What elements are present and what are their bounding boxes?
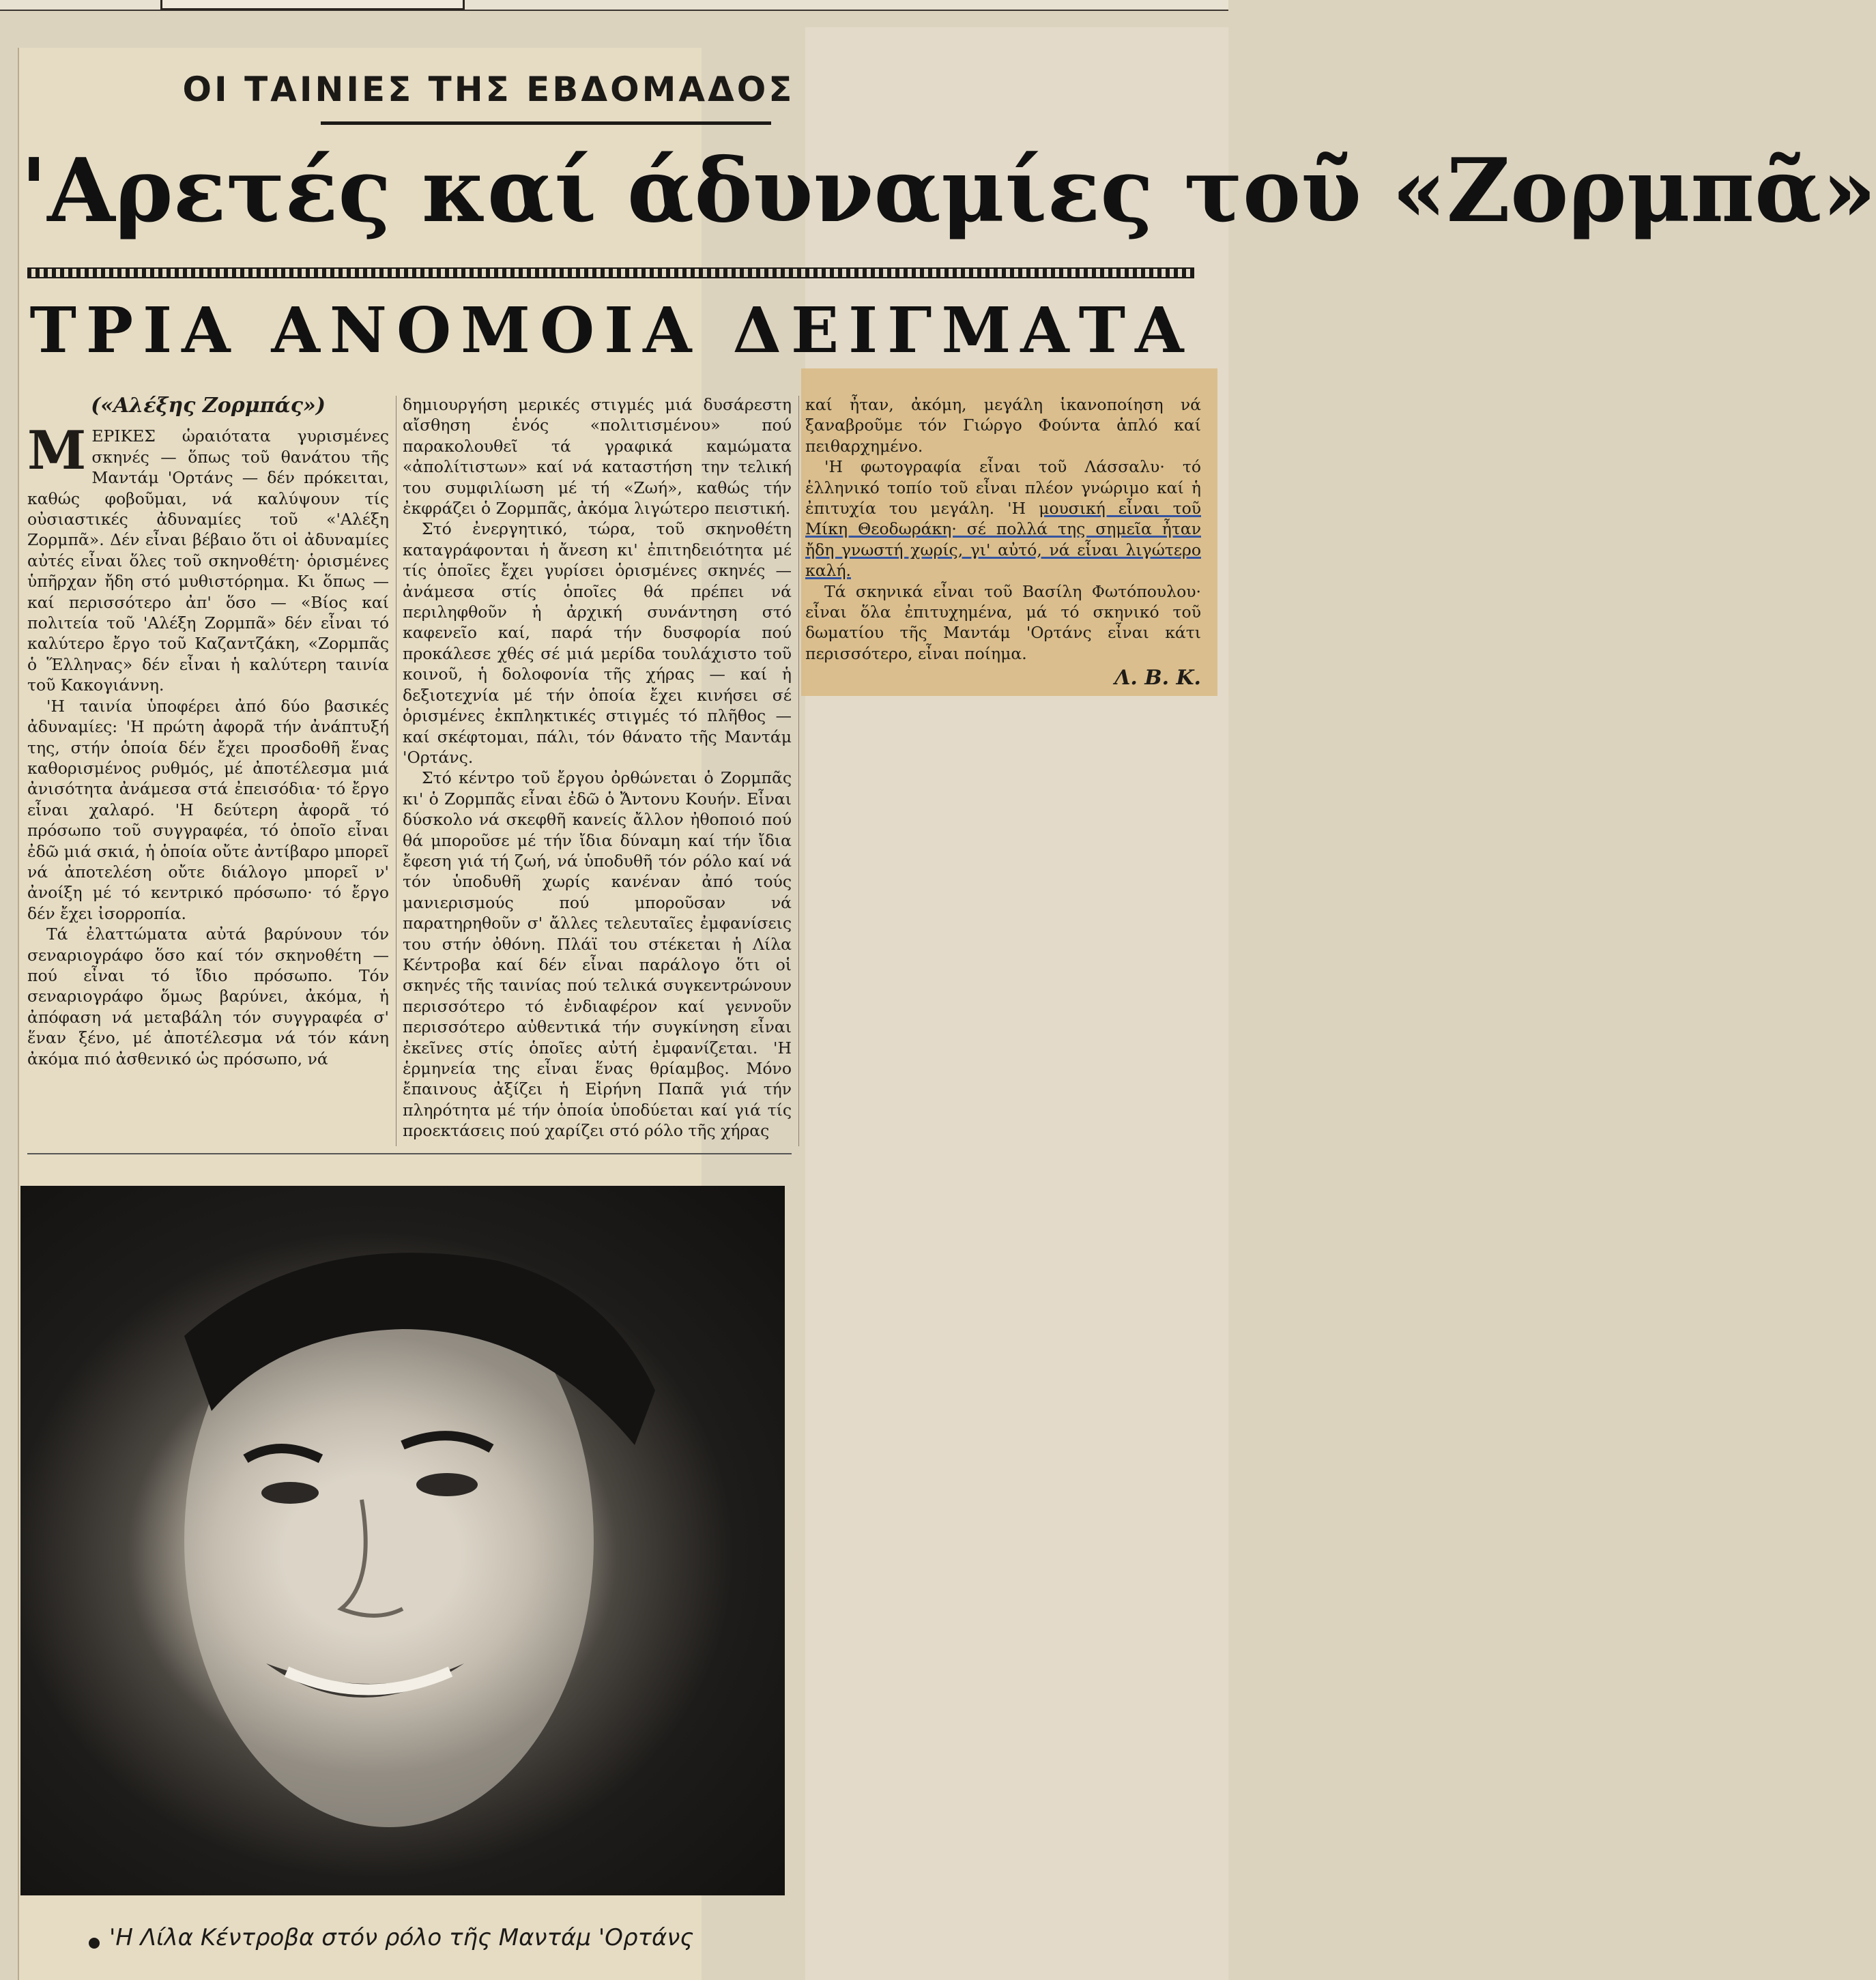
author-signature: Λ. Β. Κ. [1114,666,1201,690]
headline: 'Αρετές καί άδυναμίες τοῦ «Ζορμπᾶ» [20,140,1876,242]
portrait-photo [20,1186,785,1895]
kicker-rule [321,121,771,125]
paragraph: δημιουργήση μερικές στιγμές μιά δυσάρεστη αἴσθηση ἑνός «πολιτισμένου» πού παρακολουθεῖ τά γραφικά καμώματα «ἀπολίτιστων» καί νά καταστήση την τελική του συμφιλίωση μέ τή «Ζωή», καθώς τήν ἐκφράζει ὁ Ζορμπᾶς, ἀκόμα λιγώτερο πειστική. [403,395,792,519]
article-column-1 [27,396,389,1069]
eye-left [261,1482,319,1504]
paragraph: καί ἦταν, ἀκόμη, μεγάλη ἱκανοποίηση νά ξαναβροῦμε τόν Γιώργο Φούντα ἁπλό καί πειθαρχημένο. [805,395,1201,456]
paragraph [805,456,1201,581]
article-column-3 [805,394,1201,689]
paragraph: 'Η ταινία ὑποφέρει ἀπό δύο βασικές ἀδυναμίες: 'Η πρώτη ἀφορᾶ τήν ἀνάπτυξή της, στήν ὁποία δέν ἔχει προσδοθῆ ἕνας καθορισμένος ρυθμός, μέ ἀποτέλεσμα μιά ἀνισότητα ἀνάμεσα στά ἐπεισόδια· τό ἔργο εἶναι χαλαρό. 'Η δεύτερη ἀφορᾶ τό πρόσωπο τοῦ συγγραφέα, τό ὁποῖο εἶναι ἐδῶ μιά σκιά, ἡ ὁποία οὔτε ἀντίβαρο μπορεῖ νά ἀποτελέση οὔτε διάλογο μπορεῖ ν' ἀνοίξη μέ τό κεντρικό πρόσωπο· τό ἔργο δέν ἔχει ἰσορροπία. [27,696,389,923]
paragraph: Τά ἐλαττώματα αὐτά βαρύνουν τόν σεναριογράφο ὅσο καί τόν σκηνοθέτη — πού εἶναι τό ἴδιο πρόσωπο. Τόν σεναριογράφο ὅμως βαρύνει, ἀκόμα, ἡ ἀπόφαση νά μεταβάλη τόν συγγραφέα σ' ἕναν ξένο, μέ ἀποτέλεσμα νά τόν κάνη ἀκόμα πιό ἀσθενικό ὡς πρόσωπο, νά [27,925,389,1068]
paragraph [27,420,389,695]
pen-underlined-text: μουσική εἶναι τοῦ Μίκη Θεοδωράκη· σέ πολλά της σημεῖα ἦταν ἤδη γνωστή χωρίς, γι' αὐτό, νά εἶναι λιγώτερο καλή. [805,499,1201,581]
portrait-illustration [20,1186,785,1895]
subheadline: ΤΡΙΑ ΑΝΟΜΟΙΑ ΔΕΙΓΜΑΤΑ [29,293,1194,367]
drop-cap: Μ [27,420,87,482]
kicker-heading: ΟΙ ΤΑΙΝΙΕΣ ΤΗΣ ΕΒΔΟΜΑΔΟΣ [182,70,795,109]
eye-right [416,1473,478,1496]
decorative-rule [27,267,1194,278]
paragraph: Στό κέντρο τοῦ ἔργου ὀρθώνεται ὁ Ζορμπᾶς κι' ὁ Ζορμπᾶς εἶναι ἐδῶ ὁ Ἄντονυ Κουήν. Εἶναι δύσκολο νά σκεφθῆ κανείς ἄλλον ἠθοποιό πού θά μποροῦσε μέ τήν ἴδια δύναμη καί τήν ἴδια ἔφεση γιά τή ζωή, νά ὑποδυθῆ τόν ρόλο καί νά τόν ὑποδυθῆ χωρίς κανέναν ἀπό τούς μανιερισμούς πού μποροῦσαν νά παρατηρηθοῦν σ' ἄλλες τελευταῖες ἐμφανίσεις του στήν ὀθόνη. Πλάϊ του στέκεται ἡ Λίλα Κέντροβα καί δέν εἶναι παράλογο ὅτι οἱ σκηνές τῆς ταινίας πού τελικά συγκεντρώνουν περισσότερο τό ἐνδιαφέρον καί γεννοῦν περισσότερο αὐθεντικά τήν συγκίνηση εἶναι ἐκεῖνες στίς ὁποῖες αὐτή ἐμφανίζεται. 'Η ἑρμηνεία της εἶναι ἕνας θρίαμβος. Μόνο ἔπαινους ἀξίζει ἡ Εἰρήνη Παπᾶ γιά τήν πληρότητα μέ τήν ὁποία ὑποδύεται καί γιά τίς προεκτάσεις πού χαρίζει στό ρόλο τῆς χήρας [403,768,792,1141]
paragraph: Τά σκηνικά εἶναι τοῦ Βασίλη Φωτόπουλου· εἶναι ὅλα ἐπιτυχημένα, μά τό σκηνικό τοῦ δωματίου τῆς Μαντάμ 'Ορτάνς εἶναι κάτι περισσότερο, εἶναι ποίημα. [805,581,1201,663]
photo-caption: 'Η Λίλα Κέντροβα στόν ρόλο τῆς Μαντάμ 'Ορτάνς [109,1924,694,1951]
paragraph-text: 'Η φωτογραφία εἶναι τοῦ Λάσσαλυ· τό ἑλληνικό τοπίο τοῦ εἶναι πλέον γνώριμο καί ἡ ἐπιτυχία του μεγάλη. 'Η [805,457,1201,519]
paragraph: Στό ἐνεργητικό, τώρα, τοῦ σκηνοθέτη καταγράφονται ἡ ἄνεση κι' ἐπιτηδειότητα μέ τίς ὁποῖες ἔχει γυρίσει ὁρισμένες σκηνές — ἀνάμεσα στίς ὁποῖες θά πρέπει νά περιληφθοῦν ἡ ἀρχική συνάντηση στό καφενεῖο καί, παρά τήν δυσφορία πού προκάλεσε χθές σέ μιά μερίδα τουλάχιστο τοῦ κοινοῦ, ἡ δολοφονία τῆς χήρας — καί ἡ δεξιοτεχνία μέ τήν ὁποία ἔχει κινήσει σέ ὁρισμένες ἐκπληκτικές στιγμές τό πλῆθος — καί σκέφτομαι, πάλι, τόν θάνατο τῆς Μαντάμ 'Ορτάνς. [403,519,792,767]
caption-bullet-icon [89,1938,100,1949]
top-clipping-fragment [160,0,465,10]
article-bottom-rule [27,1153,792,1154]
paragraph-text: ΕΡΙΚΕΣ ὡραιότατα γυρισμένες σκηνές — ὅπως τοῦ θανάτου τῆς Μαντάμ 'Ορτάνς — δέν πρόκειται, καθώς φοβοῦμαι, νά καλύψουν τίς οὐσιαστικές ἀδυναμίες τοῦ «'Αλέξη Ζορμπᾶ». Δέν εἶναι βέβαιο ὅτι οἱ ἀδυναμίες αὐτές εἶναι ὅλες τοῦ σκηνοθέτη· ὁρισμένες ὑπῆρχαν ἤδη στό μυθιστόρημα. Κι ὅπως — καί περισσότερο ἀπ' ὅσο — «Βίος καί πολιτεία τοῦ 'Αλέξη Ζορμπᾶ» δέν εἶναι τό καλύτερο ἔργο τοῦ Καζαντζάκη, «Ζορμπᾶς ὁ Ἕλληνας» δέν εἶναι ἡ καλύτερη ταινία τοῦ Κακογιάννη. [27,426,389,695]
section-title: («Αλέξης Ζορμπάς») [91,394,326,418]
article-column-2 [403,394,792,1141]
column-divider [798,396,799,1146]
